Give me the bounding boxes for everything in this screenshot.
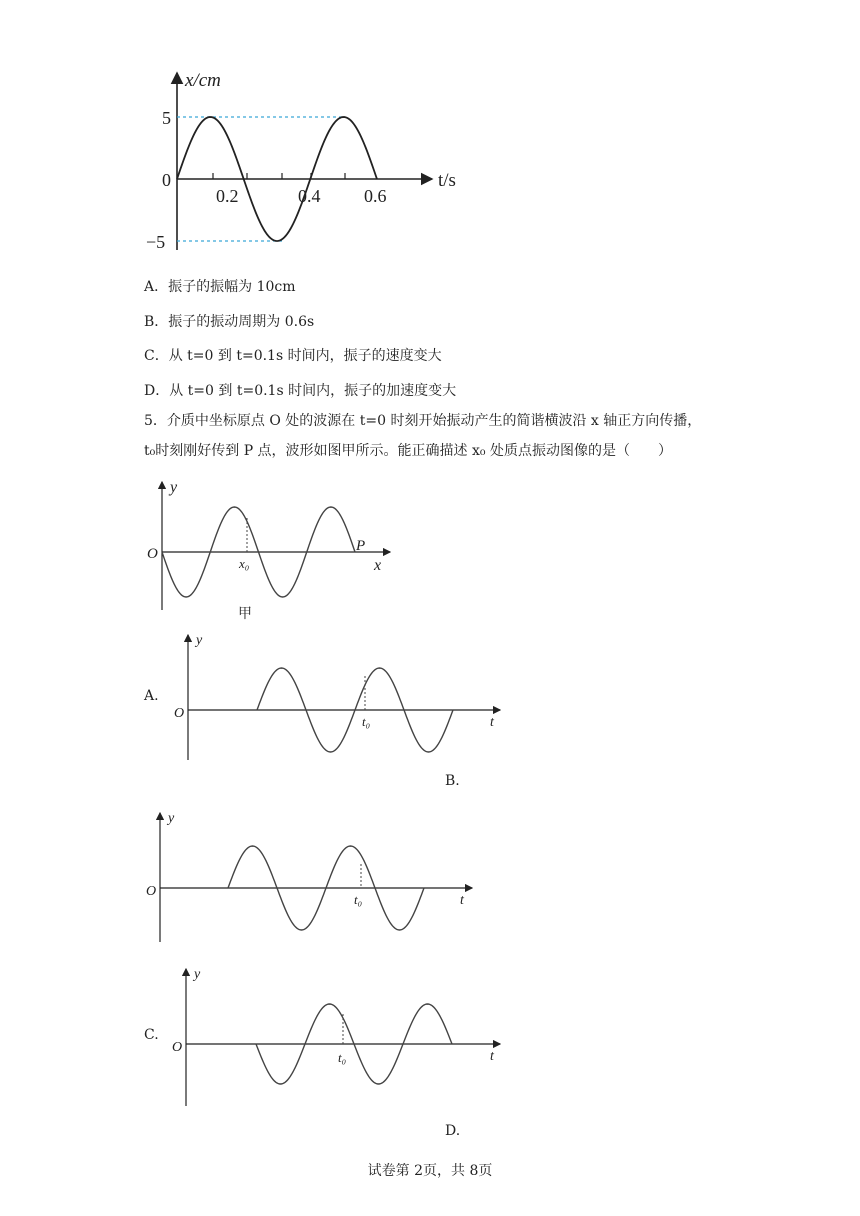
x0-label: x₀	[239, 556, 250, 571]
option-b-graph	[0, 808, 860, 943]
question-5-line1: 5．介质中坐标原点 O 处的波源在 t=0 时刻开始振动产生的简谐横波沿 x 轴正方向传播，	[144, 413, 702, 429]
wave-figure-jia	[0, 470, 860, 620]
x-tick-label: 0.6	[364, 186, 387, 206]
option-a-graph	[0, 630, 860, 765]
option-c-graph	[0, 964, 860, 1114]
t0-label: t₀	[362, 714, 371, 729]
option-d: D．从 t=0 到 t=0.1s 时间内，振子的加速度变大	[144, 383, 457, 399]
y-axis-label: x/cm	[185, 70, 221, 91]
y-axis-label: y	[170, 479, 178, 496]
question-5-stem	[144, 406, 724, 466]
t-axis-label: t	[490, 1049, 494, 1064]
option-c-label: C.	[144, 1027, 159, 1043]
x-tick-label: 0.2	[216, 186, 239, 206]
option-a-label: A.	[144, 688, 159, 704]
t-axis-label: t	[490, 715, 494, 730]
origin-label: O	[147, 546, 158, 562]
x-axis-label: x	[374, 557, 382, 574]
y-tick-label: 5	[162, 108, 171, 128]
option-b-label: B.	[445, 773, 460, 789]
figure-caption: 甲	[238, 607, 252, 622]
page-footer: 试卷第 2页，共 8页	[367, 1163, 493, 1179]
option-d-label: D.	[445, 1123, 461, 1139]
y-axis-label: y	[196, 633, 203, 648]
xt-graph	[0, 0, 860, 270]
origin-label: O	[146, 884, 157, 899]
origin-label: O	[172, 1040, 183, 1055]
t-axis-label: t	[460, 893, 464, 908]
x-tick-label: 0.4	[298, 186, 321, 206]
option-b: B．振子的振动周期为 0.6s	[144, 314, 315, 330]
t0-label: t₀	[338, 1050, 347, 1065]
question-5-line2: t₀时刻刚好传到 P 点，波形如图甲所示。能正确描述 x₀ 处质点振动图像的是（ ）	[144, 443, 672, 459]
option-c: C．从 t=0 到 t=0.1s 时间内，振子的速度变大	[144, 348, 442, 364]
point-p-label: P	[356, 538, 366, 554]
x-axis-label: t/s	[438, 170, 456, 191]
origin-label: O	[174, 706, 185, 721]
option-a: A．振子的振幅为 10cm	[144, 279, 296, 295]
y-axis-label: y	[194, 967, 201, 982]
y-tick-label: −5	[146, 232, 166, 252]
t0-label: t₀	[354, 892, 363, 907]
y-tick-label: 0	[162, 170, 171, 190]
y-axis-label: y	[168, 811, 175, 826]
